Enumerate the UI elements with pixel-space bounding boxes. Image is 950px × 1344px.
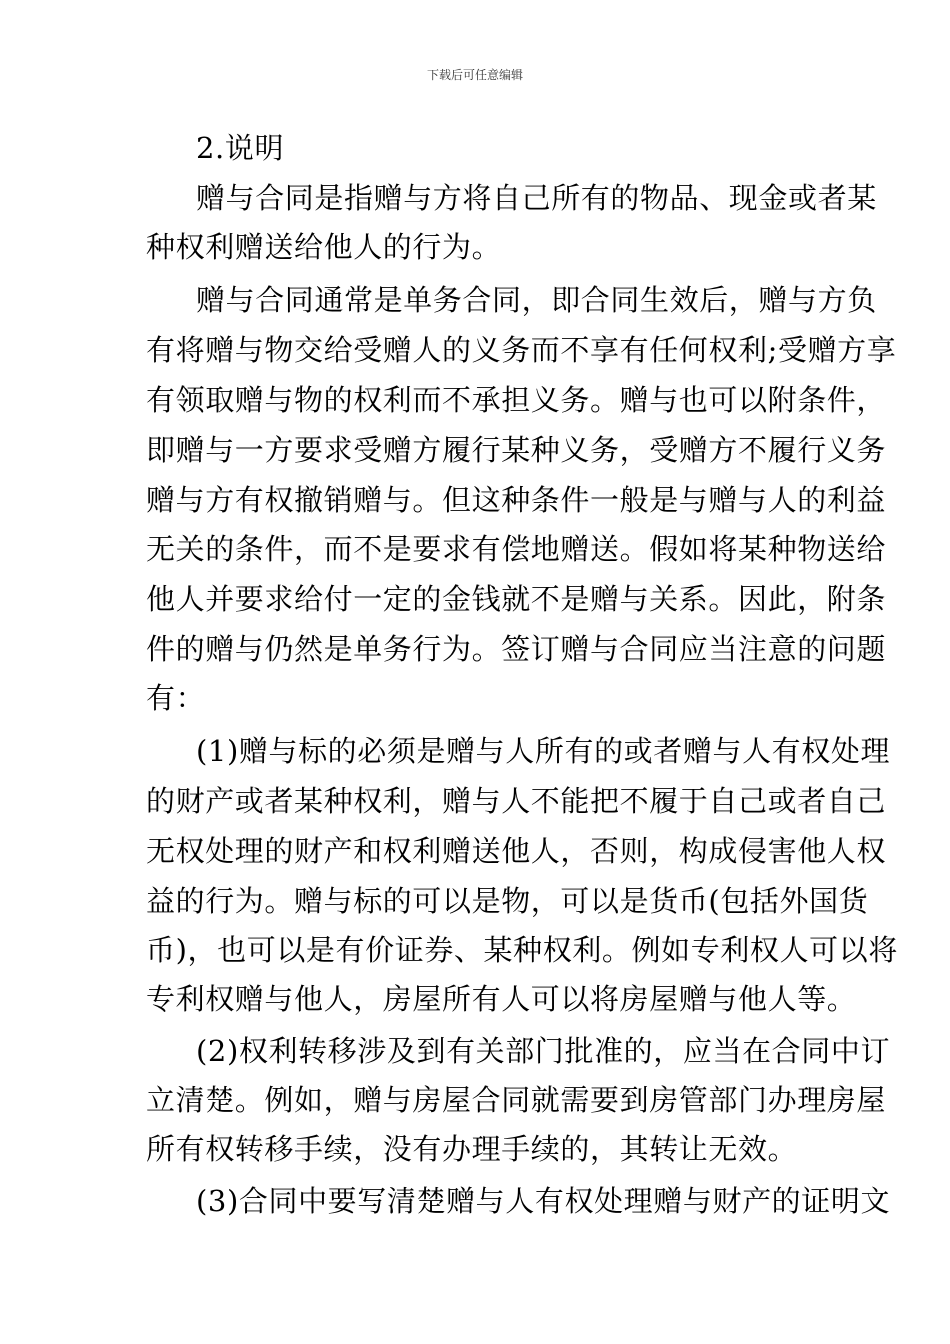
text-line: 有： (146, 681, 206, 715)
text-line: 无关的条件，而不是要求有偿地赠送。假如将某种物送给 (146, 532, 887, 566)
text-line: 即赠与一方要求受赠方履行某种义务，受赠方不履行义务 (146, 433, 887, 467)
text-line: 有将赠与物交给受赠人的义务而不享有任何权利;受赠方享 (146, 333, 897, 367)
text-line: 专利权赠与他人，房屋所有人可以将房屋赠与他人等。 (146, 982, 857, 1016)
text-line: 种权利赠送给他人的行为。 (146, 230, 502, 264)
text-line: 件的赠与仍然是单务行为。签订赠与合同应当注意的问题 (146, 632, 887, 666)
text-line: 币)，也可以是有价证券、某种权利。例如专利权人可以将 (146, 933, 898, 967)
text-line: 赠与合同通常是单务合同，即合同生效后，赠与方负 (196, 283, 877, 317)
heading-2-explanation: 2.说明 (196, 131, 285, 165)
text-line: 他人并要求给付一定的金钱就不是赠与关系。因此，附条 (146, 582, 887, 616)
text-line: 益的行为。赠与标的可以是物，可以是货币(包括外国货 (146, 884, 869, 918)
header-note: 下载后可任意编辑 (426, 68, 523, 82)
text-line: (2)权利转移涉及到有关部门批准的，应当在合同中订 (196, 1034, 891, 1068)
text-line: 无权处理的财产和权利赠送他人，否则，构成侵害他人权 (146, 834, 887, 868)
text-line: 有领取赠与物的权利而不承担义务。赠与也可以附条件， (146, 383, 887, 417)
text-line: 所有权转移手续，没有办理手续的，其转让无效。 (146, 1132, 798, 1166)
text-line: 的财产或者某种权利，赠与人不能把不履于自己或者自己 (146, 784, 887, 818)
text-line: (1)赠与标的必须是赠与人所有的或者赠与人有权处理 (196, 734, 891, 768)
text-line: 赠与方有权撤销赠与。但这种条件一般是与赠与人的利益 (146, 483, 887, 517)
text-line: (3)合同中要写清楚赠与人有权处理赠与财产的证明文 (196, 1184, 891, 1218)
text-line: 赠与合同是指赠与方将自己所有的物品、现金或者某 (196, 181, 877, 215)
text-line: 立清楚。例如，赠与房屋合同就需要到房管部门办理房屋 (146, 1083, 887, 1117)
